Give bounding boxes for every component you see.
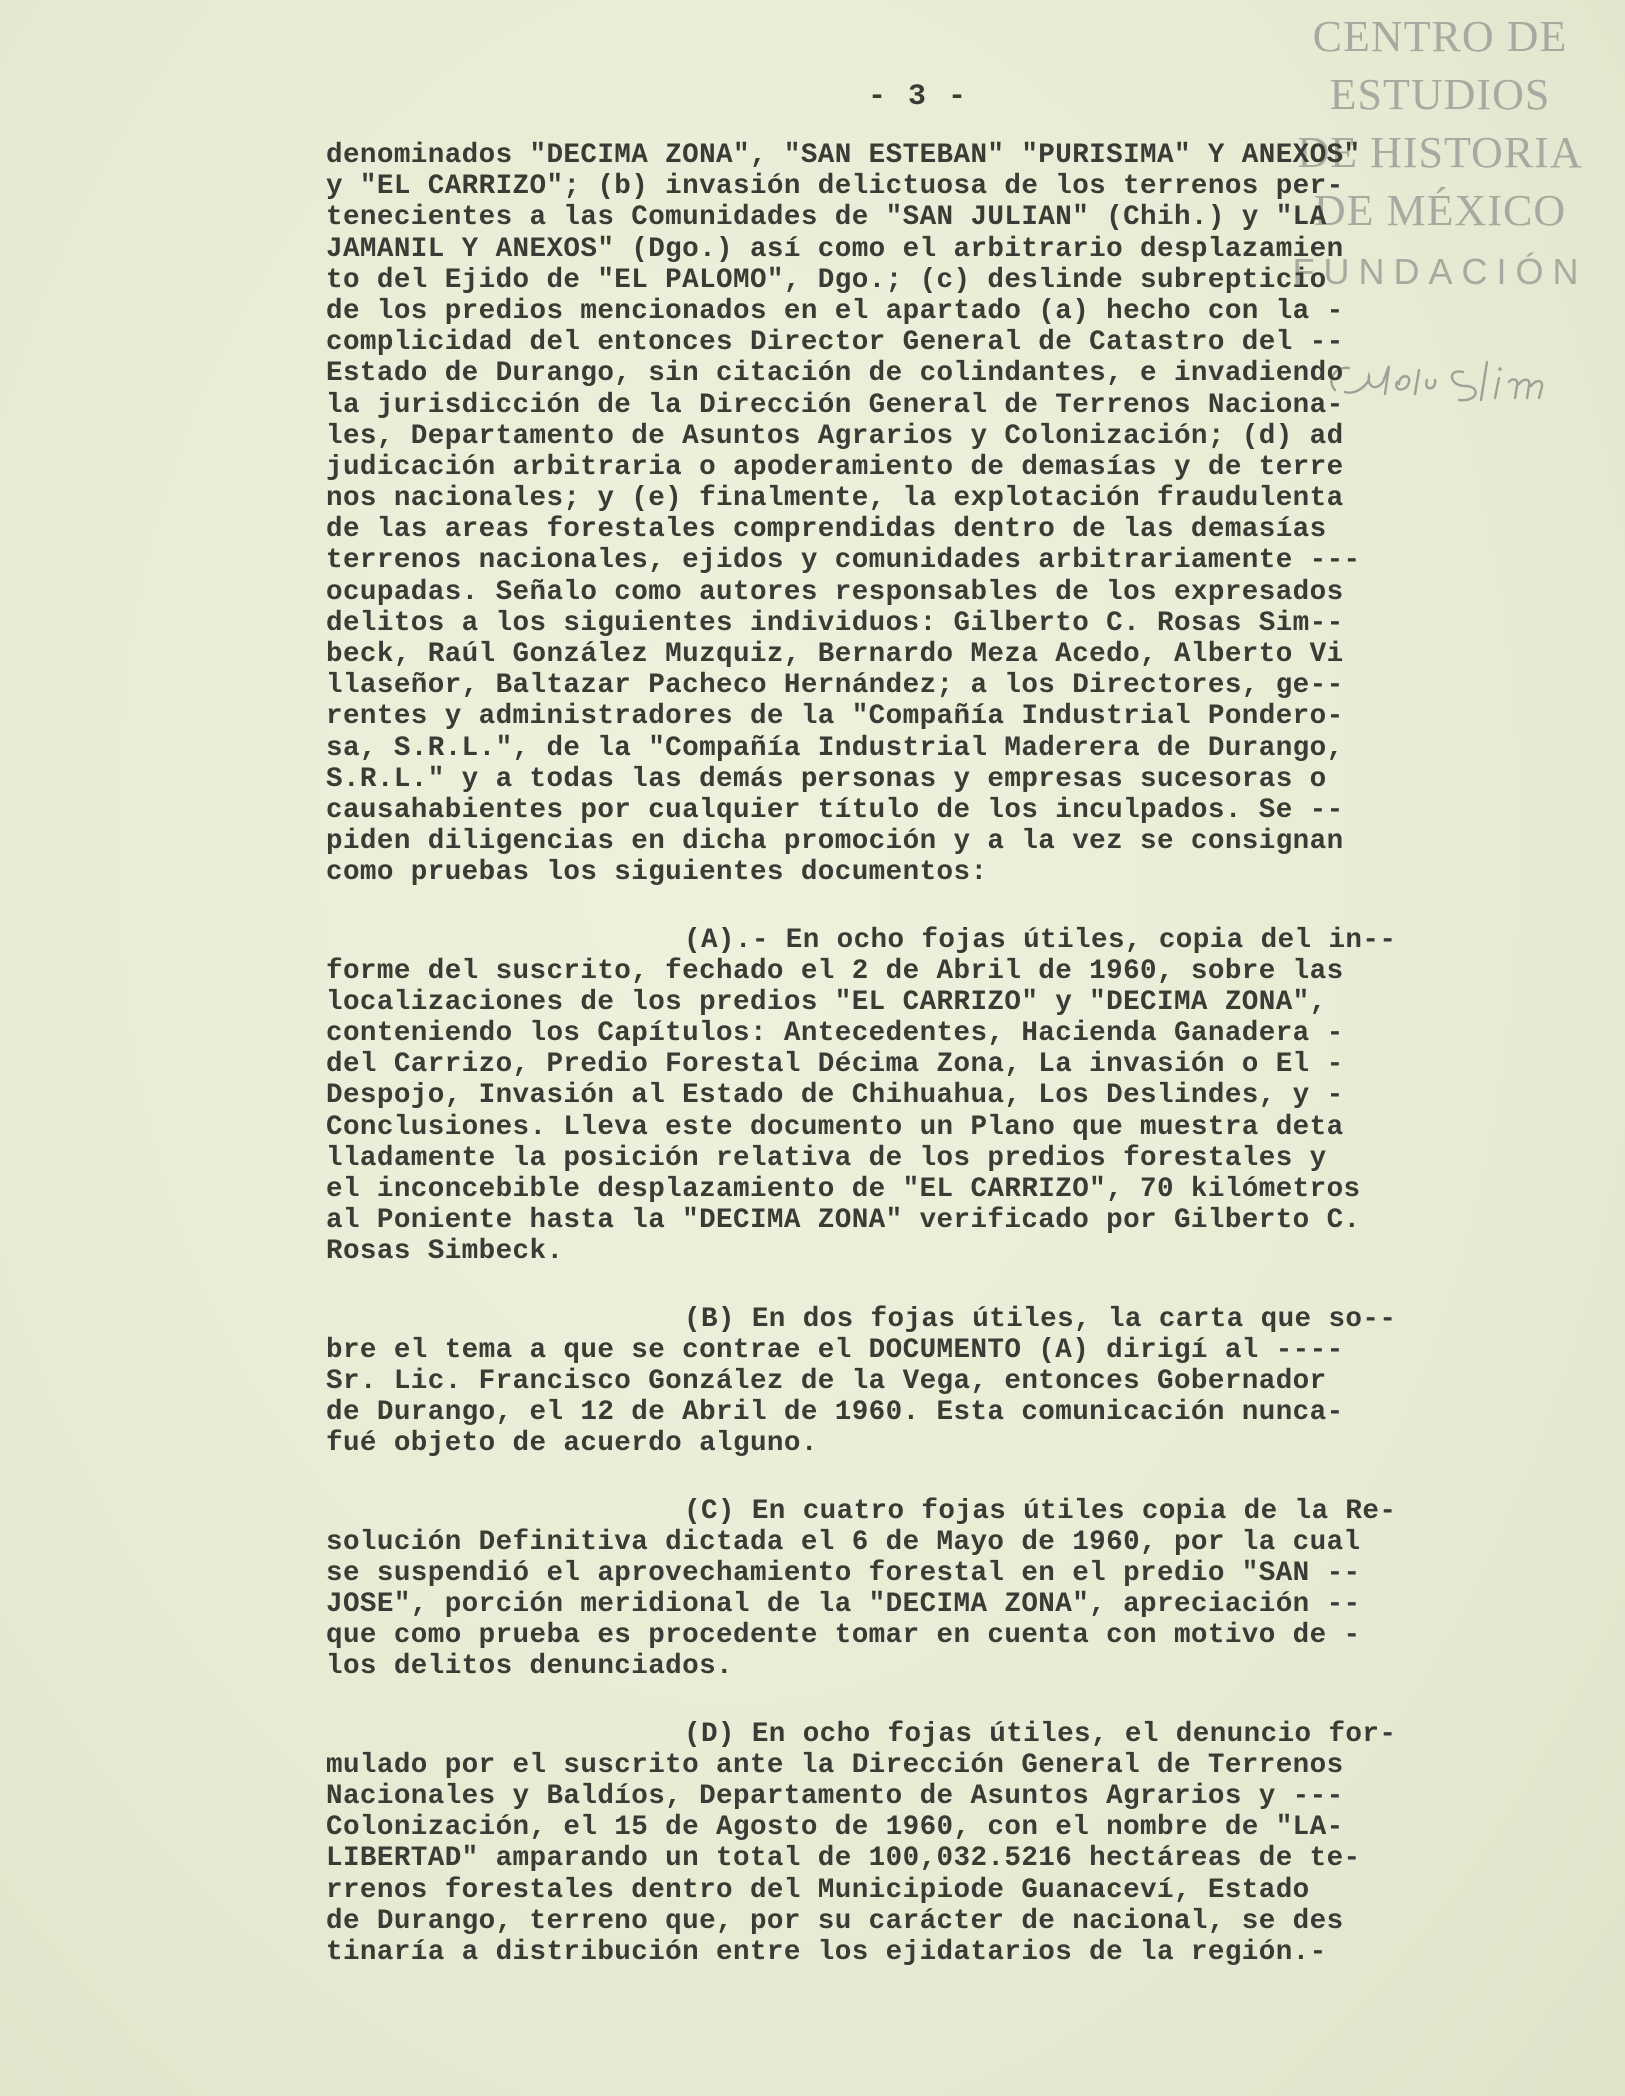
text-line: causahabientes por cualquier título de los inculpados. Se --: [326, 794, 1344, 826]
text-line: beck, Raúl González Muzquiz, Bernardo Meza Acedo, Alberto Vi: [326, 639, 1344, 670]
text-line: de los predios mencionados en el apartado (a) hecho con la -: [326, 295, 1344, 327]
text-line: to del Ejido de "EL PALOMO", Dgo.; (c) deslinde subrepticio: [326, 264, 1327, 296]
text-line: les, Departamento de Asuntos Agrarios y Colonización; (d) ad: [326, 420, 1344, 452]
text-line: el inconcebible desplazamiento de "EL CARRIZO", 70 kilómetros: [326, 1174, 1361, 1205]
text-line: se suspendió el aprovechamiento forestal en el predio "SAN --: [326, 1557, 1361, 1589]
text-line: Sr. Lic. Francisco González de la Vega, entonces Gobernador: [326, 1365, 1327, 1397]
paragraph-main: [326, 140, 1506, 889]
text-line: del Carrizo, Predio Forestal Décima Zona, La invasión o El -: [326, 1049, 1344, 1081]
text-line: de Durango, terreno que, por su carácter de nacional, se des: [326, 1905, 1344, 1937]
text-line: llaseñor, Baltazar Pacheco Hernández; a los Directores, ge--: [326, 670, 1344, 702]
text-line: lladamente la posición relativa de los predios forestales y: [326, 1142, 1327, 1174]
text-line: terrenos nacionales, ejidos y comunidades arbitrariamente ---: [326, 545, 1361, 577]
document-body: [326, 140, 1506, 1968]
text-line: localizaciones de los predios "EL CARRIZO" y "DECIMA ZONA",: [326, 986, 1327, 1018]
watermark-line: ESTUDIOS: [1329, 70, 1551, 119]
paragraph-item-a: [326, 925, 1506, 1268]
watermark-line: CENTRO DE: [1312, 12, 1568, 61]
text-line: la jurisdicción de la Dirección General de Terrenos Naciona-: [326, 389, 1344, 421]
text-line: nos nacionales; y (e) finalmente, la explotación fraudulenta: [326, 483, 1344, 515]
text-line: Despojo, Invasión al Estado de Chihuahua, Los Deslindes, y -: [326, 1080, 1344, 1112]
text-line: LIBERTAD" amparando un total de 100,032.5216 hectáreas de te-: [326, 1843, 1361, 1875]
text-line: bre el tema a que se contrae el DOCUMENTO (A) dirigí al ----: [326, 1334, 1344, 1366]
text-line: fué objeto de acuerdo alguno.: [326, 1428, 818, 1460]
paragraph-gap: [326, 889, 1506, 925]
text-line: Colonización, el 15 de Agosto de 1960, con el nombre de "LA-: [326, 1812, 1344, 1844]
watermark-line: DE MÉXICO: [1313, 186, 1567, 235]
text-line: forme del suscrito, fechado el 2 de Abril de 1960, sobre las: [326, 955, 1344, 987]
text-line: piden diligencias en dicha promoción y a la vez se consignan: [326, 826, 1344, 858]
text-line: Estado de Durango, sin citación de colindantes, e invadiendo: [326, 358, 1344, 390]
watermark-line: DE HISTORIA: [1297, 128, 1583, 177]
text-line: mulado por el suscrito ante la Dirección General de Terrenos: [326, 1749, 1344, 1781]
text-line: S.R.L." y a todas las demás personas y empresas sucesoras o: [326, 763, 1327, 795]
text-line: conteniendo los Capítulos: Antecedentes, Hacienda Ganadera -: [326, 1018, 1344, 1050]
text-line: sa, S.R.L.", de la "Compañía Industrial Maderera de Durango,: [326, 732, 1344, 764]
text-line: ocupadas. Señalo como autores responsables de los expresados: [326, 576, 1344, 608]
text-line: y "EL CARRIZO"; (b) invasión delictuosa de los terrenos per-: [326, 171, 1344, 203]
text-line: Conclusiones. Lleva este documento un Plano que muestra deta: [326, 1111, 1344, 1143]
text-line: los delitos denunciados.: [326, 1651, 734, 1683]
text-line: que como prueba es procedente tomar en cuenta con motivo de -: [326, 1620, 1361, 1652]
paragraph-gap: [326, 1268, 1506, 1304]
text-line: JOSE", porción meridional de la "DECIMA ZONA", apreciación --: [326, 1589, 1361, 1621]
text-line: tenecientes a las Comunidades de "SAN JULIAN" (Chih.) y "LA: [326, 202, 1327, 234]
text-line: judicación arbitraria o apoderamiento de demasías y de terre: [326, 451, 1344, 483]
text-line: denominados "DECIMA ZONA", "SAN ESTEBAN" "PURISIMA" Y ANEXOS": [326, 140, 1361, 171]
text-line: de las areas forestales comprendidas dentro de las demasías: [326, 514, 1327, 546]
page-number: - 3 -: [868, 80, 969, 114]
text-line: complicidad del entonces Director General de Catastro del --: [326, 327, 1344, 359]
paragraph-item-d: [326, 1719, 1506, 1969]
text-line: al Poniente hasta la "DECIMA ZONA" verificado por Gilberto C.: [326, 1205, 1361, 1237]
paragraph-gap: [326, 1460, 1506, 1496]
text-line: (A).- En ocho fojas útiles, copia del in--: [684, 924, 1397, 956]
text-line: solución Definitiva dictada el 6 de Mayo de 1960, por la cual: [326, 1526, 1361, 1558]
text-line: rentes y administradores de la "Compañía Industrial Pondero-: [326, 701, 1344, 733]
watermark-fundacion: FUNDACIÓN: [1292, 251, 1588, 292]
text-line: (D) En ocho fojas útiles, el denuncio for-: [684, 1718, 1397, 1750]
paragraph-item-c: [326, 1496, 1506, 1683]
text-line: Rosas Simbeck.: [326, 1236, 564, 1268]
text-line: tinaría a distribución entre los ejidatarios de la región.-: [326, 1936, 1327, 1968]
text-line: JAMANIL Y ANEXOS" (Dgo.) así como el arbitrario desplazamien: [326, 233, 1344, 265]
text-line: Nacionales y Baldíos, Departamento de Asuntos Agrarios y ---: [326, 1781, 1344, 1812]
text-line: delitos a los siguientes individuos: Gilberto C. Rosas Sim--: [326, 607, 1344, 639]
paragraph-gap: [326, 1683, 1506, 1719]
text-line: rrenos forestales dentro del Municipiode Guanaceví, Estado: [326, 1874, 1310, 1906]
text-line: de Durango, el 12 de Abril de 1960. Esta comunicación nunca-: [326, 1397, 1344, 1429]
text-line: (B) En dos fojas útiles, la carta que so--: [684, 1303, 1397, 1335]
text-line: como pruebas los siguientes documentos:: [326, 857, 988, 889]
paragraph-item-b: [326, 1304, 1506, 1460]
text-line: (C) En cuatro fojas útiles copia de la Re-: [684, 1495, 1397, 1527]
